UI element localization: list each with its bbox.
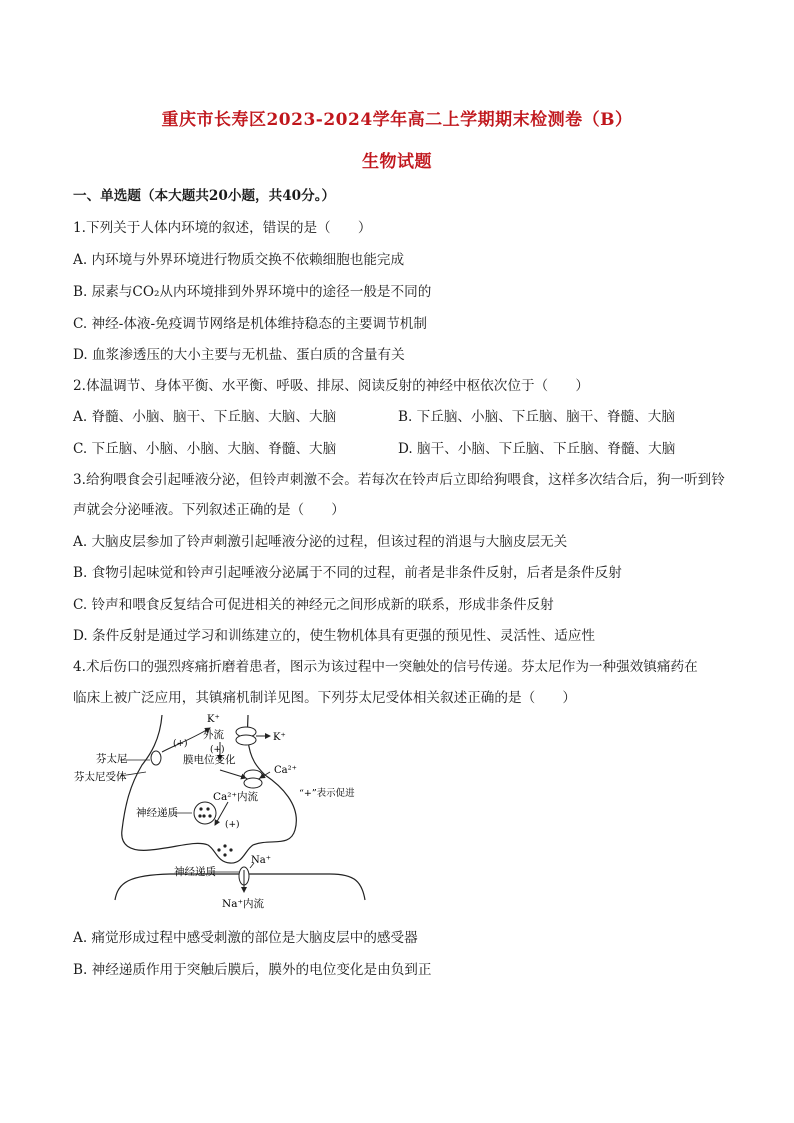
label-fentanyl-receptor: 芬太尼受体 — [74, 771, 127, 783]
synaptic-vesicle — [194, 802, 216, 824]
question-1-option-a: A. 内环境与外界环境进行物质交换不依赖细胞也能完成 — [73, 252, 405, 268]
question-1-option-c: C. 神经-体液-免疫调节网络是机体维持稳态的主要调节机制 — [73, 316, 427, 332]
question-4-stem-line-2: 临床上被广泛应用，其镇痛机制详见图。下列芬太尼受体相关叙述正确的是（ ） — [73, 690, 576, 706]
question-4-stem-line-1: 4.术后伤口的强烈疼痛折磨着患者，图示为该过程中一突触处的信号传递。芬太尼作为一种强效镇痛药在 — [73, 659, 698, 675]
question-3-option-a: A. 大脑皮层参加了铃声刺激引起唾液分泌的过程，但该过程的消退与大脑皮层无关 — [73, 534, 568, 550]
label-na-influx: Na⁺内流 — [222, 898, 264, 910]
question-3-option-b: B. 食物引起味觉和铃声引起唾液分泌属于不同的过程，前者是非条件反射，后者是条件反射 — [73, 565, 622, 581]
question-1-option-b: B. 尿素与CO₂从内环境排到外界环境中的途径一般是不同的 — [73, 284, 432, 300]
fentanyl-receptor-shape — [151, 751, 161, 765]
label-plus-2: (+) — [210, 745, 225, 755]
question-4-option-b: B. 神经递质作用于突触后膜后，膜外的电位变化是由负到正 — [73, 962, 432, 978]
label-k-top: K⁺ — [207, 714, 220, 725]
question-1-option-d: D. 血浆渗透压的大小主要与无机盐、蛋白质的含量有关 — [73, 347, 405, 363]
question-3-stem-line-1: 3.给狗喂食会引起唾液分泌，但铃声刺激不会。若每次在铃声后立即给狗喂食，这样多次结合后，狗一听到铃 — [73, 472, 725, 488]
label-membrane-potential: 膜电位变化 — [183, 754, 236, 766]
label-ca-right: Ca²⁺ — [274, 765, 297, 776]
section-heading: 一、单选题（本大题共20小题，共40分。） — [73, 188, 336, 204]
label-plus-3: (+) — [225, 820, 240, 830]
label-promote-note: “+”表示促进 — [299, 788, 355, 799]
question-2-option-c: C. 下丘脑、小脑、小脑、大脑、脊髓、大脑 — [73, 441, 337, 457]
document-title: 重庆市长寿区2023-2024学年高二上学期期末检测卷（B） — [161, 110, 633, 130]
document-subtitle: 生物试题 — [362, 152, 432, 172]
label-na: Na⁺ — [251, 855, 271, 866]
synapse-diagram — [70, 710, 410, 920]
question-4-option-a: A. 痛觉形成过程中感受刺激的部位是大脑皮层中的感受器 — [73, 930, 418, 946]
question-2-option-d: D. 脑干、小脑、下丘脑、下丘脑、脊髓、大脑 — [398, 441, 676, 457]
question-2-option-a: A. 脊髓、小脑、脑干、下丘脑、大脑、大脑 — [73, 409, 337, 425]
question-3-option-c: C. 铃声和喂食反复结合可促进相关的神经元之间形成新的联系，形成非条件反射 — [73, 597, 554, 613]
label-ca-influx: Ca²⁺内流 — [213, 791, 259, 803]
question-2-option-b: B. 下丘脑、小脑、下丘脑、脑干、脊髓、大脑 — [398, 409, 675, 425]
label-neurotransmitter-1: 神经递质 — [136, 807, 178, 819]
question-2-stem: 2.体温调节、身体平衡、水平衡、呼吸、排尿、阅读反射的神经中枢依次位于（ ） — [73, 378, 589, 394]
label-k-right: K⁺ — [273, 732, 286, 743]
question-3-option-d: D. 条件反射是通过学习和训练建立的，使生物机体具有更强的预见性、灵活性、适应性 — [73, 628, 596, 644]
label-neurotransmitter-2: 神经递质 — [174, 866, 216, 878]
question-3-stem-line-2: 声就会分泌唾液。下列叙述正确的是（ ） — [73, 502, 345, 518]
label-fentanyl: 芬太尼 — [96, 753, 128, 765]
label-plus-1: (+) — [173, 739, 188, 749]
question-1-stem: 1.下列关于人体内环境的叙述，错误的是（ ） — [73, 220, 372, 236]
label-efflux: 外流 — [203, 729, 224, 741]
